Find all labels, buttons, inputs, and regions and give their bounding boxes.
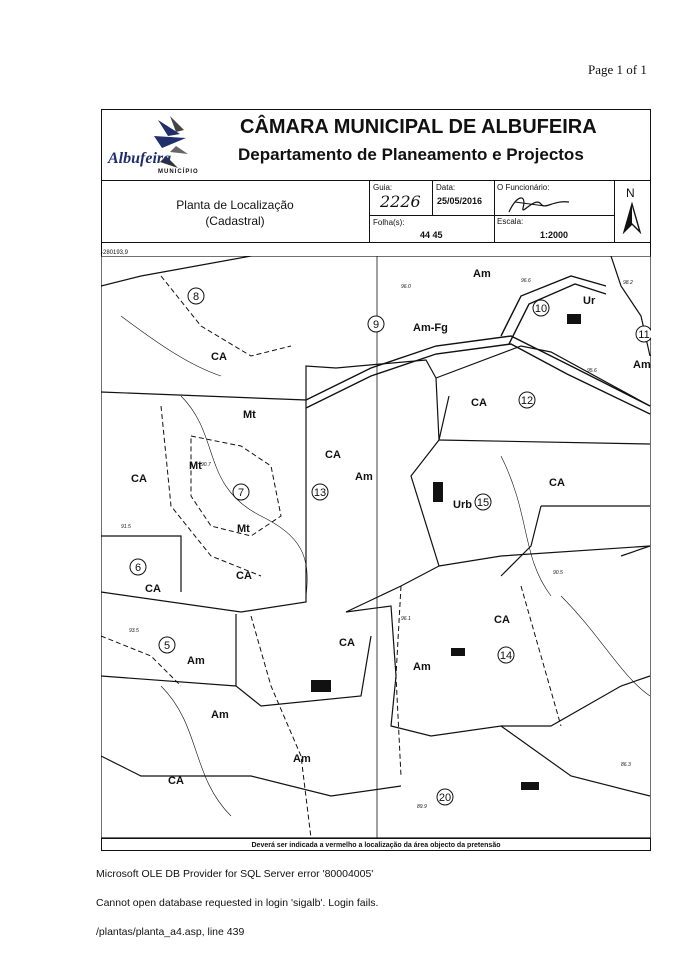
land-use-label: Urb xyxy=(453,499,472,511)
plot-number: 8 xyxy=(192,291,200,303)
funcionario-label: O Funcionário: xyxy=(497,183,550,192)
escala-label: Escala: xyxy=(497,217,524,226)
svg-text:89.9: 89.9 xyxy=(417,804,427,810)
plot-number: 12 xyxy=(520,395,534,407)
logo-wordmark: Albufeira xyxy=(108,150,172,167)
folhas-label: Folha(s): xyxy=(373,218,405,227)
data-value: 25/05/2016 xyxy=(437,196,483,206)
error-line: Microsoft OLE DB Provider for SQL Server error '80004005' xyxy=(96,868,374,880)
plot-number: 6 xyxy=(134,562,142,574)
plot-number: 13 xyxy=(313,487,327,499)
svg-text:96.6: 96.6 xyxy=(521,278,531,284)
plot-number: 15 xyxy=(476,497,490,509)
land-use-label: Ur xyxy=(583,295,596,307)
folhas-divider xyxy=(369,215,494,216)
svg-text:86.3: 86.3 xyxy=(621,762,631,768)
land-use-label: CA xyxy=(145,583,161,595)
guia-label: Guia: xyxy=(373,183,393,192)
land-use-label: CA xyxy=(211,351,227,363)
land-use-label: Am xyxy=(473,268,491,280)
svg-text:96.1: 96.1 xyxy=(401,616,411,622)
escala-value: 1:2000 xyxy=(540,230,569,240)
planta-title xyxy=(101,181,369,243)
svg-text:95.6: 95.6 xyxy=(587,368,597,374)
error-line: /plantas/planta_a4.asp, line 439 xyxy=(96,926,245,938)
plot-number: 7 xyxy=(237,487,245,499)
planta-subtitle-text: (Cadastral) xyxy=(205,214,265,228)
north-label: N xyxy=(626,186,635,200)
plot-number: 11 xyxy=(638,329,650,341)
land-use-label: Am xyxy=(633,359,651,371)
plot-number: 14 xyxy=(499,650,513,662)
land-use-label: Am xyxy=(187,655,205,667)
land-use-label: Mt xyxy=(189,460,202,472)
land-use-label: Am xyxy=(413,661,431,673)
svg-text:93.5: 93.5 xyxy=(129,628,139,634)
error-line: Cannot open database requested in login 'sigalb'. Login fails. xyxy=(96,897,379,909)
plot-number: 20 xyxy=(438,792,452,804)
land-use-label: CA xyxy=(131,473,147,485)
cadastral-map xyxy=(101,256,651,838)
page-title: CÂMARA MUNICIPAL DE ALBUFEIRA xyxy=(240,116,597,138)
land-use-label: Am xyxy=(355,471,373,483)
land-use-label: Am xyxy=(211,709,229,721)
land-use-label: CA xyxy=(549,477,565,489)
coord-top: -280193,9 xyxy=(101,250,129,256)
svg-text:91.5: 91.5 xyxy=(121,524,131,530)
page-subtitle: Departamento de Planeamento e Projectos xyxy=(238,145,584,164)
plot-number: 5 xyxy=(163,640,171,652)
plot-number: 9 xyxy=(372,319,380,331)
land-use-label: CA xyxy=(168,775,184,787)
signature-icon xyxy=(505,190,575,220)
land-use-label: CA xyxy=(325,449,341,461)
map-caption: Deverá ser indicada a vermelho a localização da área objecto da pretensão xyxy=(101,838,651,852)
land-use-label: CA xyxy=(339,637,355,649)
svg-text:90.5: 90.5 xyxy=(553,570,563,576)
svg-text:90.7: 90.7 xyxy=(201,462,211,468)
land-use-label: CA xyxy=(471,397,487,409)
data-label: Data: xyxy=(436,183,456,192)
svg-text:98.2: 98.2 xyxy=(623,280,633,286)
land-use-label: CA xyxy=(236,570,252,582)
logo-subtitle: MUNICÍPIO xyxy=(158,169,199,175)
guia-value: 2226 xyxy=(380,192,421,211)
svg-text:96.0: 96.0 xyxy=(401,284,411,290)
plot-number: 10 xyxy=(534,303,548,315)
land-use-label: CA xyxy=(494,614,510,626)
page-number: Page 1 of 1 xyxy=(588,62,647,77)
folhas-value: 44 45 xyxy=(420,230,443,240)
planta-title-text: Planta de Localização xyxy=(176,198,294,212)
north-arrow-icon xyxy=(620,202,644,234)
land-use-label: Mt xyxy=(237,523,250,535)
land-use-label: Am xyxy=(293,753,311,765)
land-use-label: Mt xyxy=(243,409,256,421)
land-use-label: Am-Fg xyxy=(413,322,448,334)
